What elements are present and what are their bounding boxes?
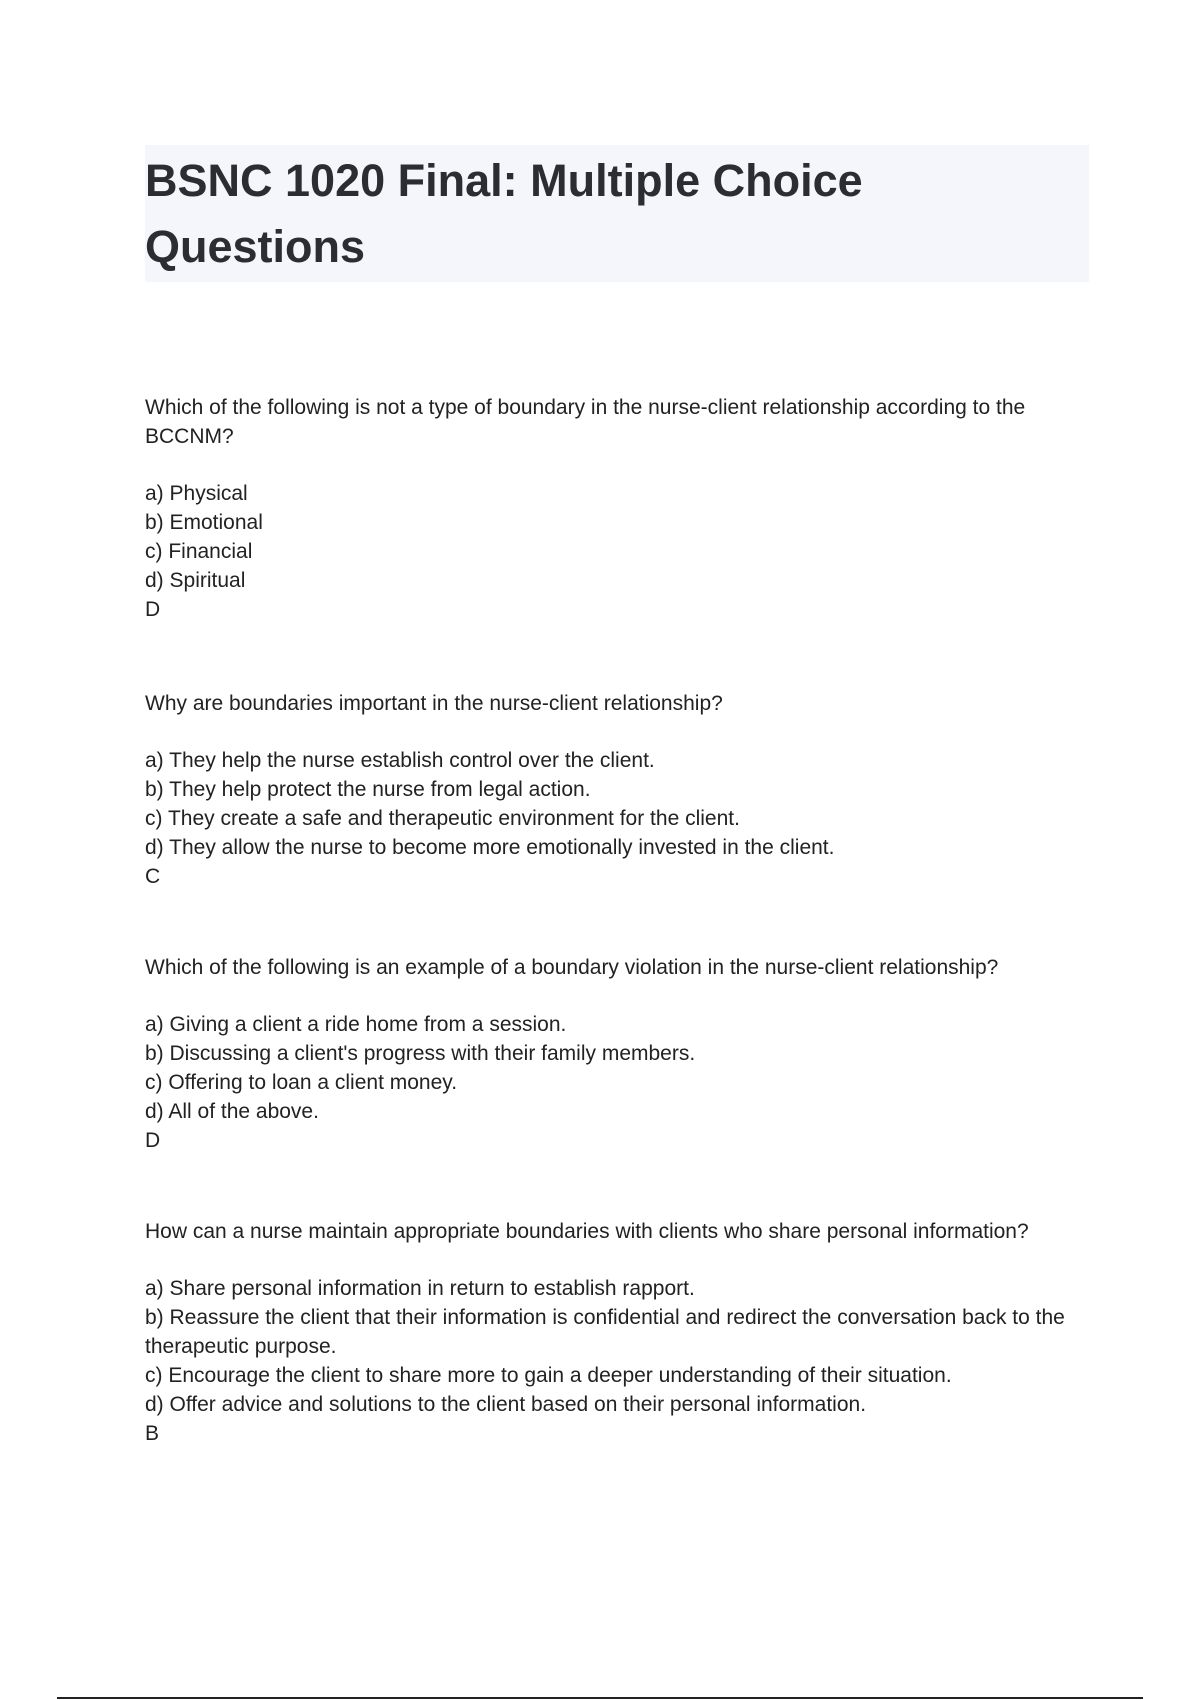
option-c: c) Encourage the client to share more to gain a deeper understanding of their situation. bbox=[145, 1364, 952, 1387]
option-b: b) Discussing a client's progress with their family members. bbox=[145, 1042, 696, 1065]
option-c: c) They create a safe and therapeutic environment for the client. bbox=[145, 807, 740, 830]
answer-key: B bbox=[145, 1422, 160, 1445]
answer-key: C bbox=[145, 865, 161, 888]
option-b: b) Reassure the client that their information is confidential and redirect the conversation back to the therapeutic purpose. bbox=[145, 1306, 1065, 1358]
question-block bbox=[145, 689, 1085, 891]
option-a: a) Share personal information in return to establish rapport. bbox=[145, 1277, 695, 1300]
option-c: c) Financial bbox=[145, 540, 253, 563]
question-block bbox=[145, 393, 1085, 624]
page-title: BSNC 1020 Final: Multiple Choice Questions bbox=[145, 155, 863, 272]
question-text: Why are boundaries important in the nurse-client relationship? bbox=[145, 692, 723, 715]
answer-key: D bbox=[145, 598, 161, 621]
option-b: b) They help protect the nurse from legal action. bbox=[145, 778, 591, 801]
footer-divider bbox=[57, 1697, 1143, 1699]
title-banner bbox=[145, 145, 1089, 282]
option-b: b) Emotional bbox=[145, 511, 263, 534]
option-a: a) Giving a client a ride home from a session. bbox=[145, 1013, 567, 1036]
question-text: How can a nurse maintain appropriate boundaries with clients who share personal information? bbox=[145, 1220, 1029, 1243]
question-block bbox=[145, 1217, 1085, 1448]
question-text: Which of the following is not a type of boundary in the nurse-client relationship according to the BCCNM? bbox=[145, 396, 1026, 448]
question-text: Which of the following is an example of a boundary violation in the nurse-client relationship? bbox=[145, 956, 999, 979]
option-c: c) Offering to loan a client money. bbox=[145, 1071, 458, 1094]
option-d: d) All of the above. bbox=[145, 1100, 319, 1123]
option-a: a) Physical bbox=[145, 482, 248, 505]
option-d: d) Offer advice and solutions to the client based on their personal information. bbox=[145, 1393, 867, 1416]
question-block bbox=[145, 953, 1085, 1155]
answer-key: D bbox=[145, 1129, 161, 1152]
option-d: d) They allow the nurse to become more emotionally invested in the client. bbox=[145, 836, 835, 859]
option-d: d) Spiritual bbox=[145, 569, 246, 592]
option-a: a) They help the nurse establish control over the client. bbox=[145, 749, 655, 772]
